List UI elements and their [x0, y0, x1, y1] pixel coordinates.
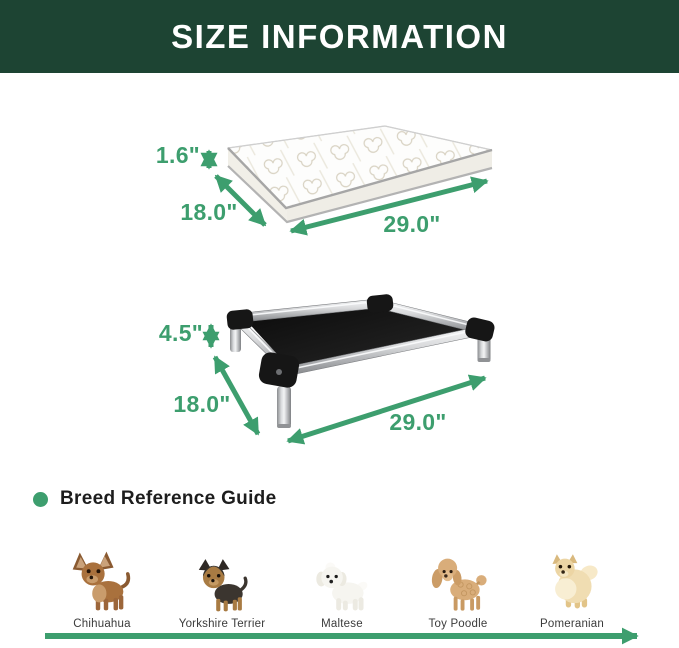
toy-poodle-image — [398, 543, 518, 613]
breed-guide-header — [33, 488, 276, 510]
breed-label: Chihuahua — [73, 618, 131, 630]
bed-width-label: 29.0" — [389, 409, 447, 435]
breed-label: Toy Poodle — [428, 618, 488, 630]
breed-item-chihuahua — [42, 543, 162, 630]
bed-illustration — [0, 290, 679, 450]
breed-label: Pomeranian — [539, 618, 604, 630]
yorkshire-terrier-image — [162, 543, 282, 613]
mattress-depth-label: 18.0" — [180, 199, 238, 225]
breed-label: Yorkshire Terrier — [178, 618, 266, 630]
bed-depth-label: 18.0" — [173, 391, 231, 417]
breed-item-yorkshire-terrier — [162, 543, 282, 630]
mattress-height-label: 1.6" — [155, 142, 200, 168]
size-scale-arrow — [0, 626, 679, 648]
mattress-width-label: 29.0" — [383, 211, 441, 237]
breed-item-pomeranian — [512, 543, 632, 630]
page-title: SIZE INFORMATION — [171, 17, 508, 55]
pomeranian-image — [512, 543, 632, 613]
bed-section — [0, 290, 679, 450]
chihuahua-image — [42, 543, 162, 613]
bullet-dot-icon — [33, 492, 48, 507]
breed-label: Maltese — [321, 618, 363, 630]
mattress-section — [0, 95, 679, 245]
bed-height-label: 4.5" — [158, 320, 203, 346]
breed-item-maltese — [282, 543, 402, 630]
breed-item-toy-poodle — [398, 543, 518, 630]
maltese-image — [282, 543, 402, 613]
mattress-illustration — [0, 95, 679, 245]
breed-guide-title: Breed Reference Guide — [60, 488, 277, 509]
header-banner — [0, 0, 679, 73]
